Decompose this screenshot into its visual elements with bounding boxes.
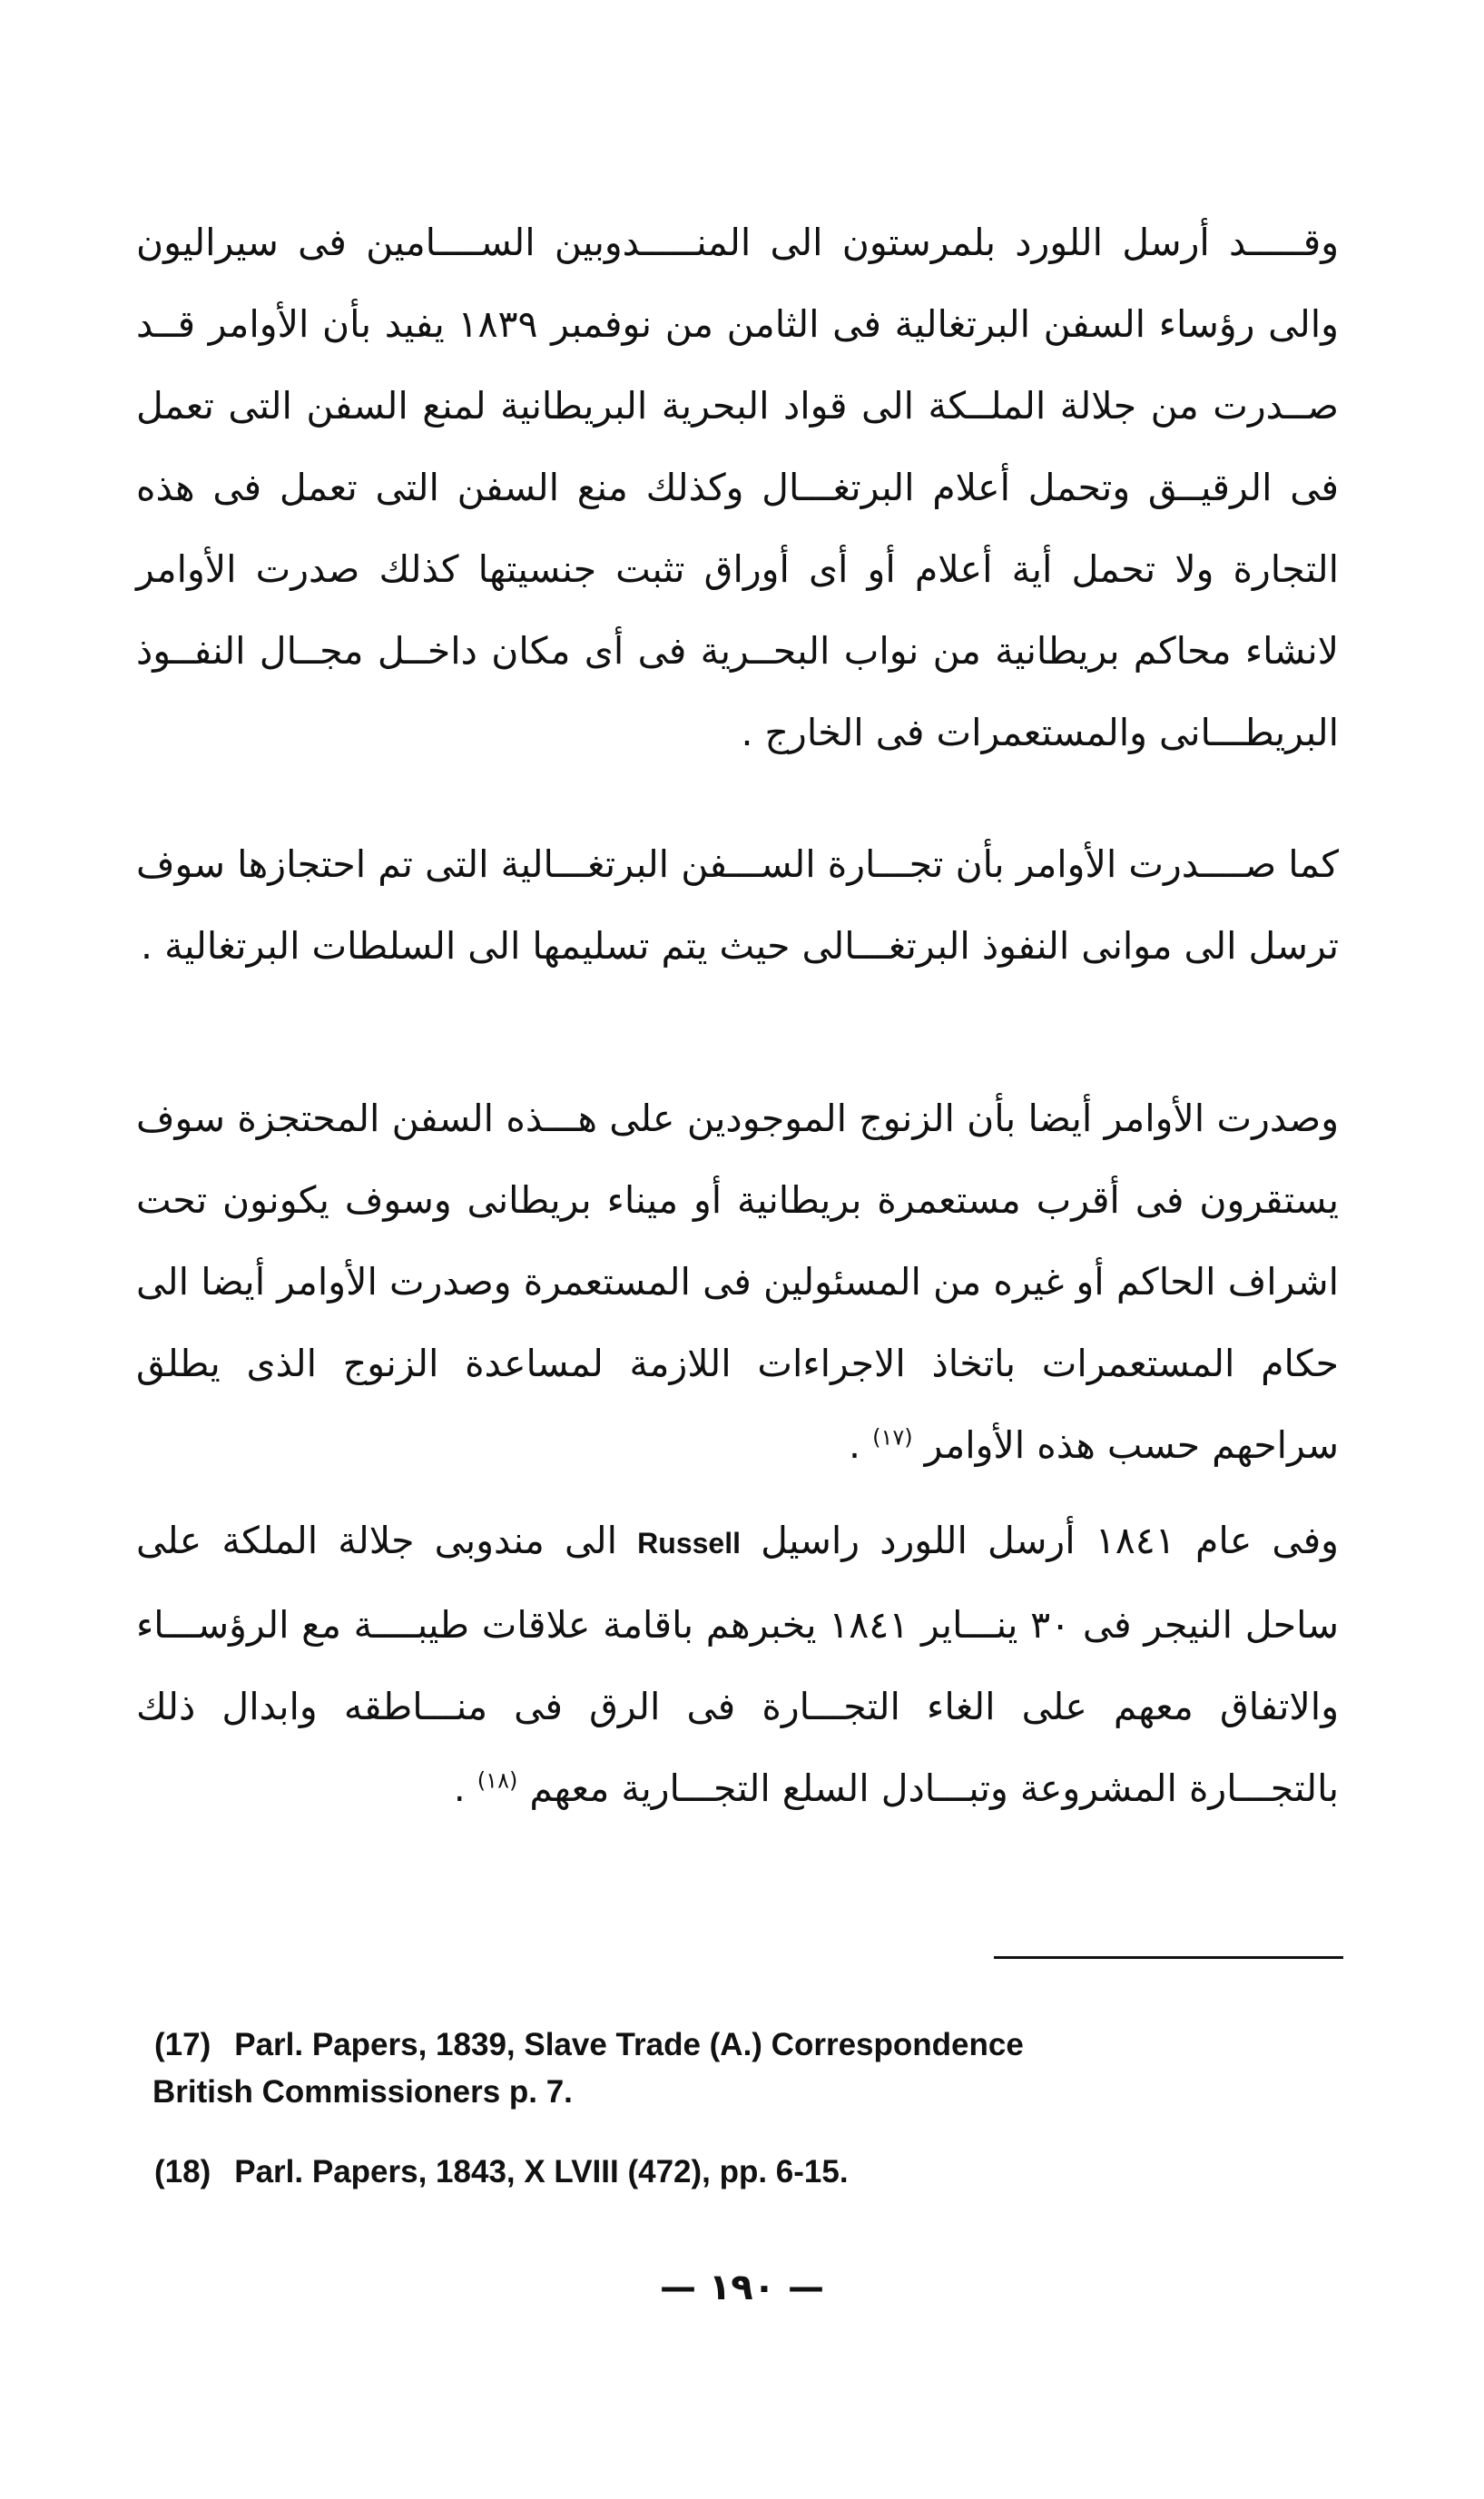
footnote-18-text: Parl. Papers, 1843, X LVIII (472), pp. 6-15. (234, 2154, 849, 2189)
paragraph-4 (136, 1500, 1339, 1829)
footnote-separator-rule (994, 1956, 1343, 1959)
footnote-18 (154, 2149, 1352, 2196)
paragraph-3-text: وصدرت الأوامر أيضا بأن الزنوج الموجودين على هـــذه السفن المحتجزة سوف يستقرون فى أقرب مستعمرة بريطانية أو ميناء بريطانى وسوف يكونون تحت اشراف الحاكم أو غيره من المسئولين فى المستعمرة وصدرت الأوامر أيضا الى حكام المستعمرات باتخاذ الاجراءات اللازمة لمساعدة الزنوج الذى يطلق سراحهم حسب هذه الأوامر (136, 1097, 1339, 1467)
footnote-17 (154, 2022, 1352, 2116)
footnote-18-number: (18) (154, 2154, 211, 2189)
footnote-17-continuation: British Commissioners p. 7. (152, 2074, 573, 2110)
paragraph-2-text: كما صــــدرت الأوامر بأن تجـــارة الســـفن البرتغـــالية التى تم احتجازها سوف ترسل الى موانى النفوذ البرتغـــالى حيث يتم تسليمها الى السلطات البرتغالية . (136, 842, 1339, 968)
paragraph-3-end-mark: . (848, 1423, 861, 1467)
paragraph-1-text: وقـــــد أرسل اللورد بلمرستون الى المنـــــدوبين الســــامين فى سيراليون والى رؤساء السفن البرتغالية فى الثامن من نوفمبر ١٨٣٩ يفيد بأن الأوامر قــد صــدرت من جلالة الملــكة الى قواد البحرية البريطانية لمنع السفن التى تعمل فى الرقيــق وتحمل أعلام البرتغـــال وكذلك منع السفن التى تعمل فى هذه التجارة ولا تحمل أية أعلام أو أى أوراق تثبت جنسيتها كذلك صدرت الأوامر لانشاء محاكم بريطانية من نواب البحــرية فى أى مكان داخــل مجــال النفــوذ البريطـــانى والمستعمرات فى الخارج . (136, 221, 1339, 754)
paragraph-4-body (136, 1500, 1339, 1829)
paragraph-3-body (136, 1077, 1339, 1486)
paragraph-2 (136, 823, 1339, 987)
latin-name-russell: Russell (637, 1527, 741, 1559)
footnote-17-text: Parl. Papers, 1839, Slave Trade (A.) Correspondence (234, 2027, 1024, 2062)
paragraph-1 (136, 202, 1339, 773)
paragraph-4-text-start: وفى عام ١٨٤١ أرسل اللورد راسيل (761, 1519, 1339, 1562)
footnote-17-number: (17) (154, 2027, 211, 2062)
paragraph-4-text-rest: الى مندوبى جلالة الملكة على ساحل النيجر فى ٣٠ ينـــاير ١٨٤١ يخبرهم باقامة علاقات طيبــــة مع الرؤســـاء والاتفاق معهم على الغاء التجـــارة فى الرق فى منـــاطقه وابدال ذلك بالتجـــارة المشروعة وتبـــادل السلع التجـــارية معهم (136, 1519, 1339, 1810)
paragraph-4-end-mark: . (453, 1766, 466, 1810)
footnote-ref-17: (١٧) (872, 1424, 913, 1451)
footnote-ref-18: (١٨) (477, 1767, 518, 1794)
page-number: — ١٩٠ — (659, 2267, 825, 2308)
paragraph-3 (136, 1077, 1339, 1486)
